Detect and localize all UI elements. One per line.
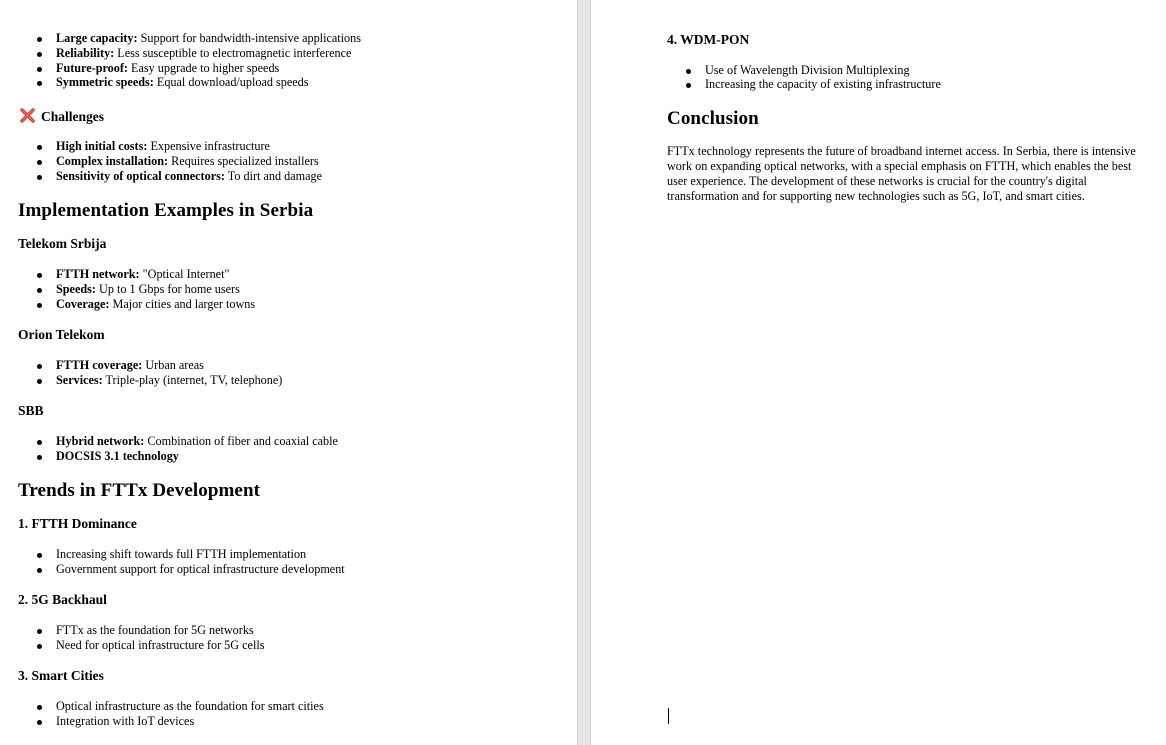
orion-heading: Orion Telekom bbox=[18, 327, 105, 342]
list-item: Coverage: Major cities and larger towns bbox=[56, 297, 255, 312]
conclusion-heading: Conclusion bbox=[667, 108, 759, 129]
list-item: Need for optical infrastructure for 5G cells bbox=[56, 638, 264, 653]
ftth-dominance-heading: 1. FTTH Dominance bbox=[18, 516, 137, 531]
list-item: Government support for optical infrastructure development bbox=[56, 562, 345, 577]
list-item: Reliability: Less susceptible to electromagnetic interference bbox=[56, 46, 351, 61]
list-item: Services: Triple-play (internet, TV, telephone) bbox=[56, 373, 282, 388]
text-cursor bbox=[668, 708, 669, 724]
implementation-heading: Implementation Examples in Serbia bbox=[18, 200, 314, 221]
trends-heading: Trends in FTTx Development bbox=[18, 480, 261, 501]
wdm-pon-heading: 4. WDM-PON bbox=[667, 32, 750, 47]
list-item: DOCSIS 3.1 technology bbox=[56, 449, 179, 464]
cross-mark-icon bbox=[19, 107, 36, 124]
list-item: Increasing shift towards full FTTH implementation bbox=[56, 547, 306, 562]
list-item: FTTx as the foundation for 5G networks bbox=[56, 623, 254, 638]
sbb-heading: SBB bbox=[18, 403, 44, 418]
challenges-heading: Challenges bbox=[19, 107, 104, 125]
list-item: Large capacity: Support for bandwidth-intensive applications bbox=[56, 31, 361, 46]
list-item: Integration with IoT devices bbox=[56, 714, 194, 729]
list-item: Complex installation: Requires specialized installers bbox=[56, 154, 319, 169]
list-item: Speeds: Up to 1 Gbps for home users bbox=[56, 282, 240, 297]
document-page-left[interactable] bbox=[0, 0, 577, 745]
list-item: Symmetric speeds: Equal download/upload speeds bbox=[56, 75, 309, 90]
5g-backhaul-heading: 2. 5G Backhaul bbox=[18, 592, 107, 607]
list-item: High initial costs: Expensive infrastructure bbox=[56, 139, 270, 154]
list-item: Hybrid network: Combination of fiber and coaxial cable bbox=[56, 434, 338, 449]
list-item: Optical infrastructure as the foundation for smart cities bbox=[56, 699, 324, 714]
list-item: Increasing the capacity of existing infrastructure bbox=[705, 77, 941, 92]
telekom-heading: Telekom Srbija bbox=[18, 236, 107, 251]
list-item: Sensitivity of optical connectors: To dirt and damage bbox=[56, 169, 322, 184]
document-page-right[interactable] bbox=[591, 0, 1166, 745]
page-separator bbox=[577, 0, 591, 745]
smart-cities-heading: 3. Smart Cities bbox=[18, 668, 104, 683]
conclusion-paragraph: FTTx technology represents the future of broadband internet access. In Serbia, there is intensive work on expanding optical networks, with a special emphasis on FTTH, which enables the best user experience. The development of these networks is crucial for the country's digital transformation and for supporting new technologies such as 5G, IoT, and smart cities. bbox=[667, 144, 1136, 203]
list-item: Use of Wavelength Division Multiplexing bbox=[705, 63, 910, 78]
list-item: FTTH network: "Optical Internet" bbox=[56, 267, 229, 282]
list-item: Future-proof: Easy upgrade to higher speeds bbox=[56, 61, 279, 76]
list-item: FTTH coverage: Urban areas bbox=[56, 358, 204, 373]
